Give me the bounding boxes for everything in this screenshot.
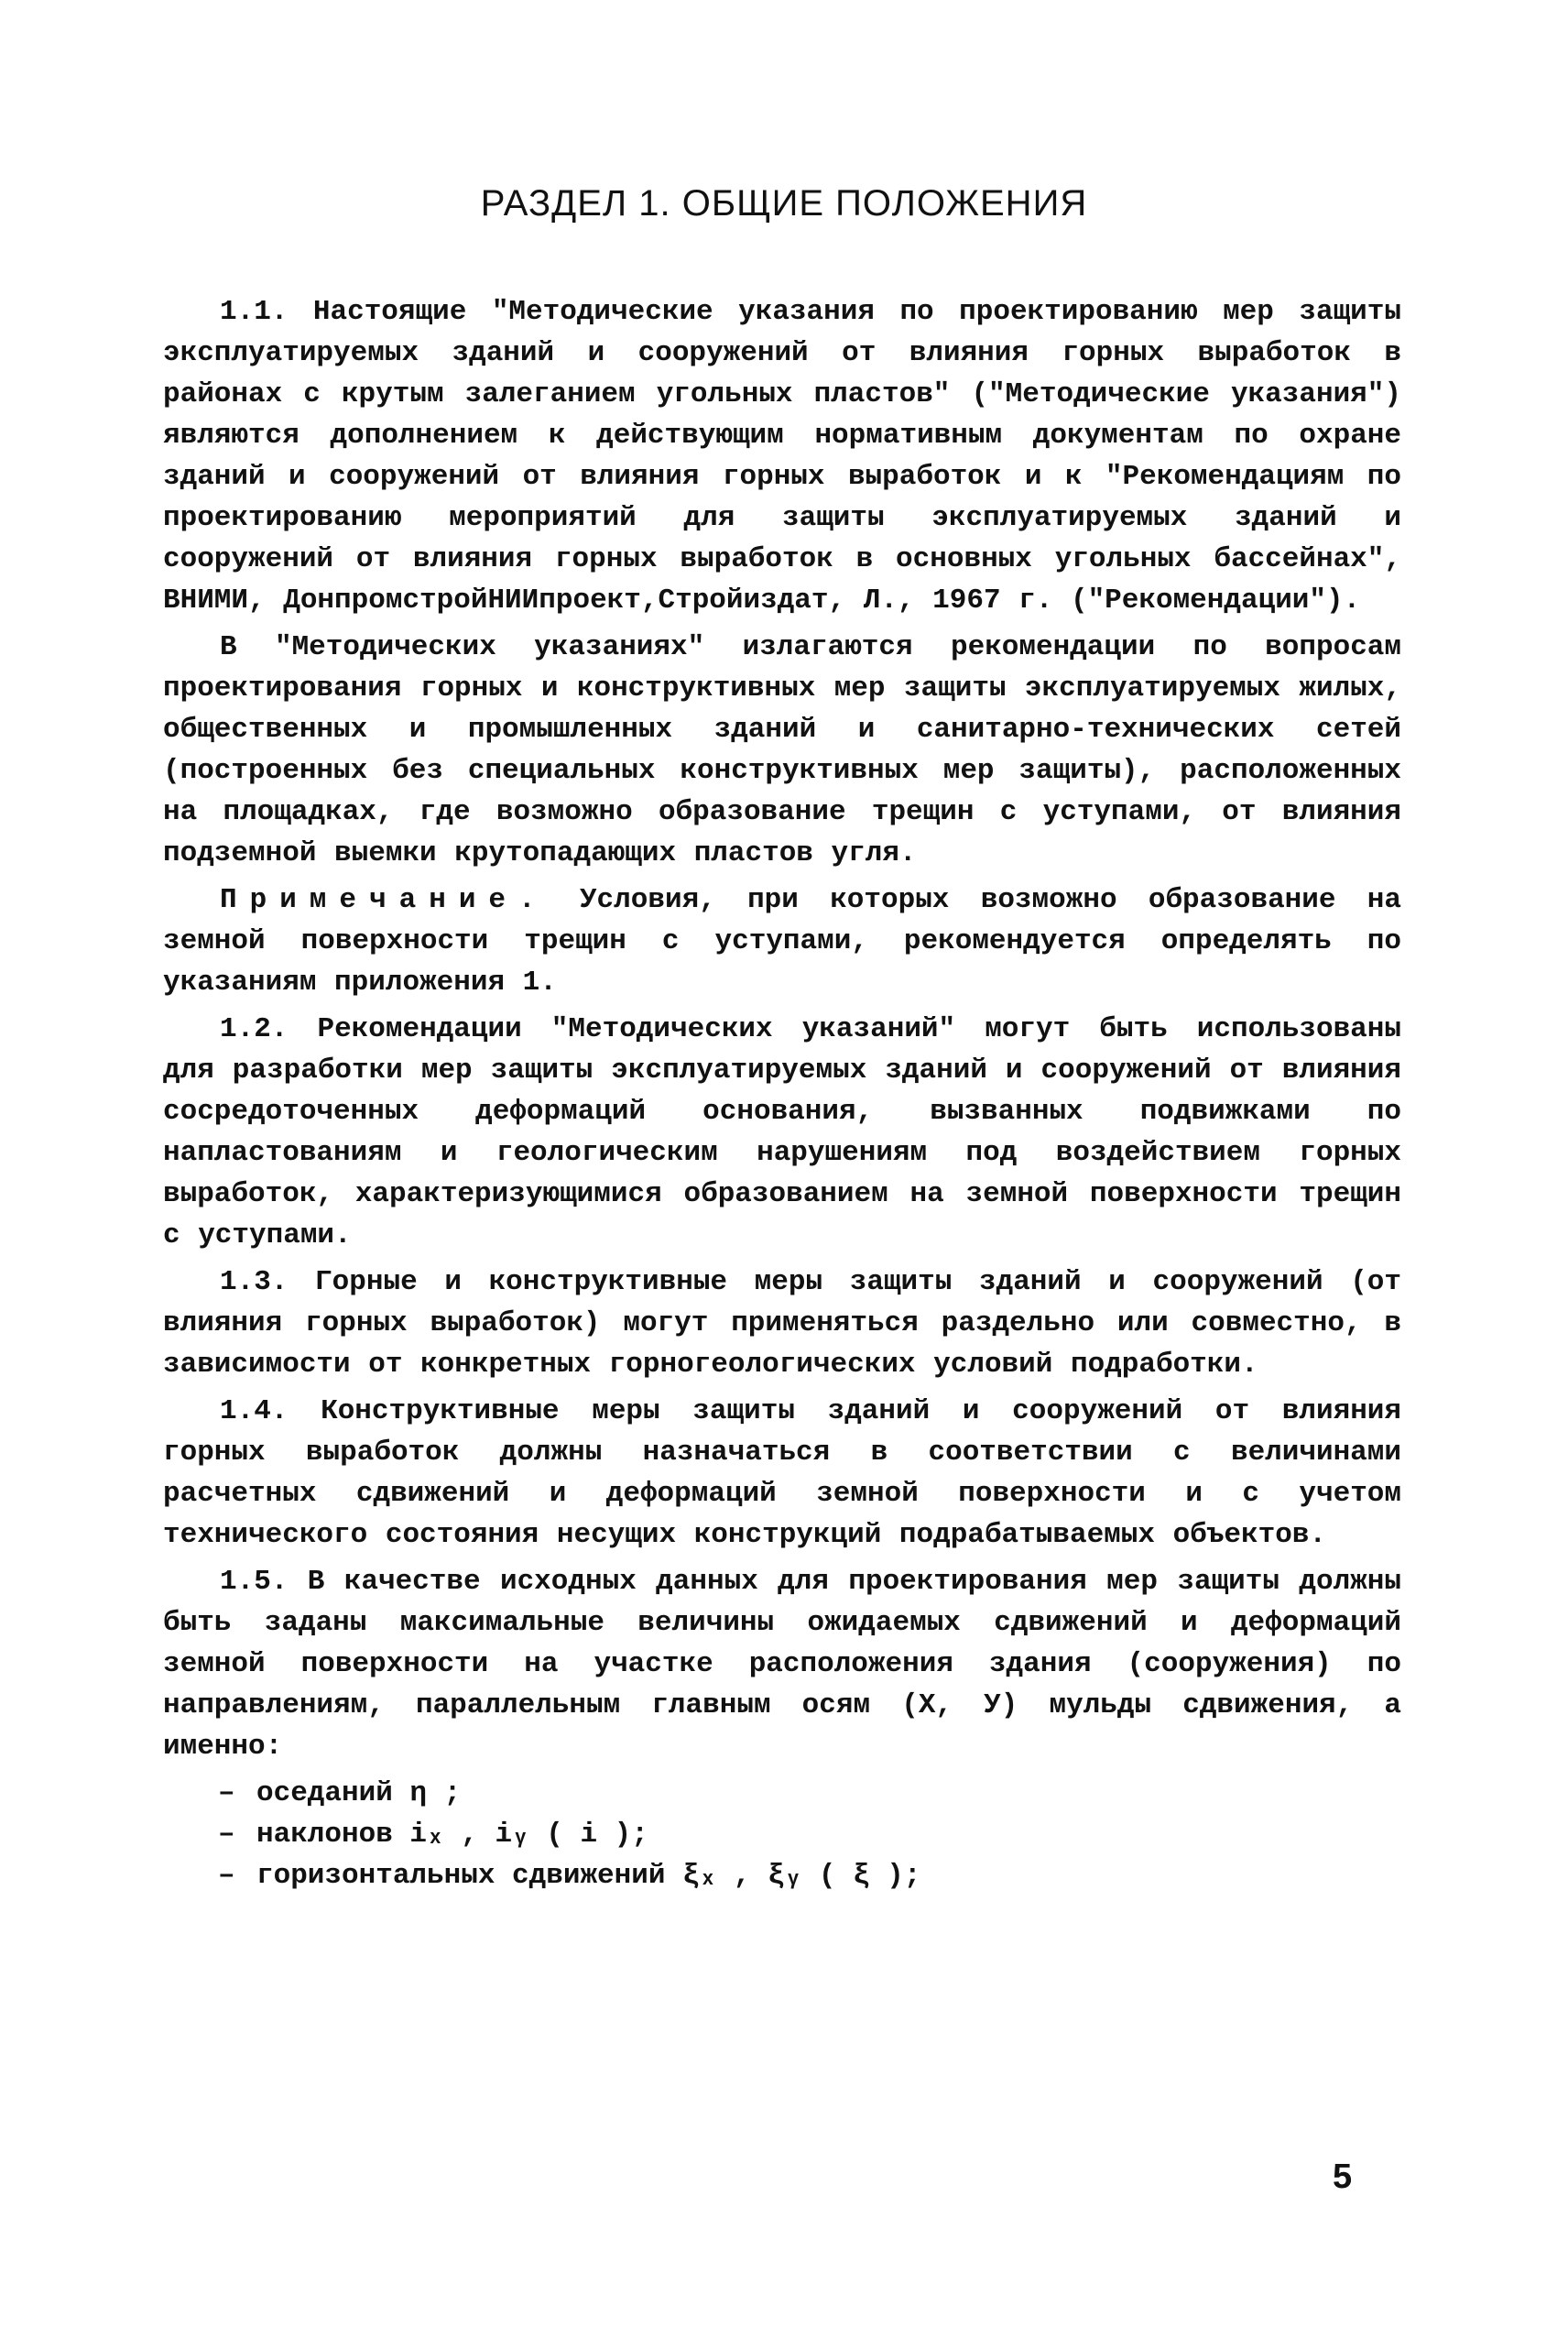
- note-text: Условия, при которых возможно образование на земной поверхности трещин с уступами, рекомендуется определять по указаниям приложения 1.: [163, 884, 1401, 999]
- paragraph-1-2: 1.2. Рекомендации "Методических указаний" могут быть использованы для разработки мер защиты эксплуатируемых зданий и сооружений от влияния сосредоточенных деформаций основания, вызванных подвижками по напластованиям и геологическим нарушениям под воздействием горных выработок, характеризующимися образованием на земной поверхности трещин с уступами.: [163, 1013, 1401, 1251]
- paragraph-1-5: 1.5. В качестве исходных данных для проектирования мер защиты должны быть заданы максимальные величины ожидаемых сдвижений и деформаций земной поверхности на участке расположения здания (сооружения) по направлениям, параллельным главным осям (Х, У) мульды сдвижения, а именно:: [163, 1566, 1401, 1763]
- list-marker: –: [218, 1860, 235, 1892]
- section-title: РАЗДЕЛ 1. ОБЩИЕ ПОЛОЖЕНИЯ: [480, 183, 1088, 224]
- list-item: – горизонтальных сдвижений ξₓ , ξᵧ ( ξ );: [218, 1855, 1401, 1896]
- list-marker: –: [218, 1819, 235, 1851]
- deformation-list: [163, 1773, 1401, 1896]
- list-marker: –: [218, 1777, 235, 1809]
- page-number: 5: [1333, 2158, 1353, 2196]
- list-item: – наклонов iₓ , iᵧ ( i );: [218, 1814, 1401, 1855]
- note-label: Примечание.: [220, 884, 549, 916]
- paragraph-1-1-continued: В "Методических указаниях" излагаются рекомендации по вопросам проектирования горных и конструктивных мер защиты эксплуатируемых жилых, общественных и промышленных зданий и санитарно-технических сетей (построенных без специальных конструктивных мер защиты), расположенных на площадках, где возможно образование трещин с уступами, от влияния подземной выемки крутопадающих пластов угля.: [163, 631, 1401, 869]
- body-text: [163, 291, 1401, 1896]
- paragraph-1-1: 1.1. Настоящие "Методические указания по проектированию мер защиты эксплуатируемых зданий и сооружений от влияния горных выработок в районах с крутым залеганием угольных пластов" ("Методические указания") являются дополнением к действующим нормативным документам по охране зданий и сооружений от влияния горных выработок и к "Рекомендациям по проектированию мероприятий для защиты эксплуатируемых зданий и сооружений от влияния горных выработок в основных угольных бассейнах", ВНИМИ, ДонпромстройНИИпроект,Стройиздат, Л., 1967 г. ("Рекомендации").: [163, 296, 1401, 617]
- paragraph-1-3: 1.3. Горные и конструктивные меры защиты зданий и сооружений (от влияния горных выработок) могут применяться раздельно или совместно, в зависимости от конкретных горногеологических условий подработки.: [163, 1266, 1401, 1381]
- paragraph-1-4: 1.4. Конструктивные меры защиты зданий и сооружений от влияния горных выработок должны назначаться в соответствии с величинами расчетных сдвижений и деформаций земной поверхности и с учетом технического состояния несущих конструкций подрабатываемых объектов.: [163, 1395, 1401, 1551]
- note-paragraph: [163, 879, 1401, 1003]
- list-item: – оседаний η ;: [218, 1773, 1401, 1814]
